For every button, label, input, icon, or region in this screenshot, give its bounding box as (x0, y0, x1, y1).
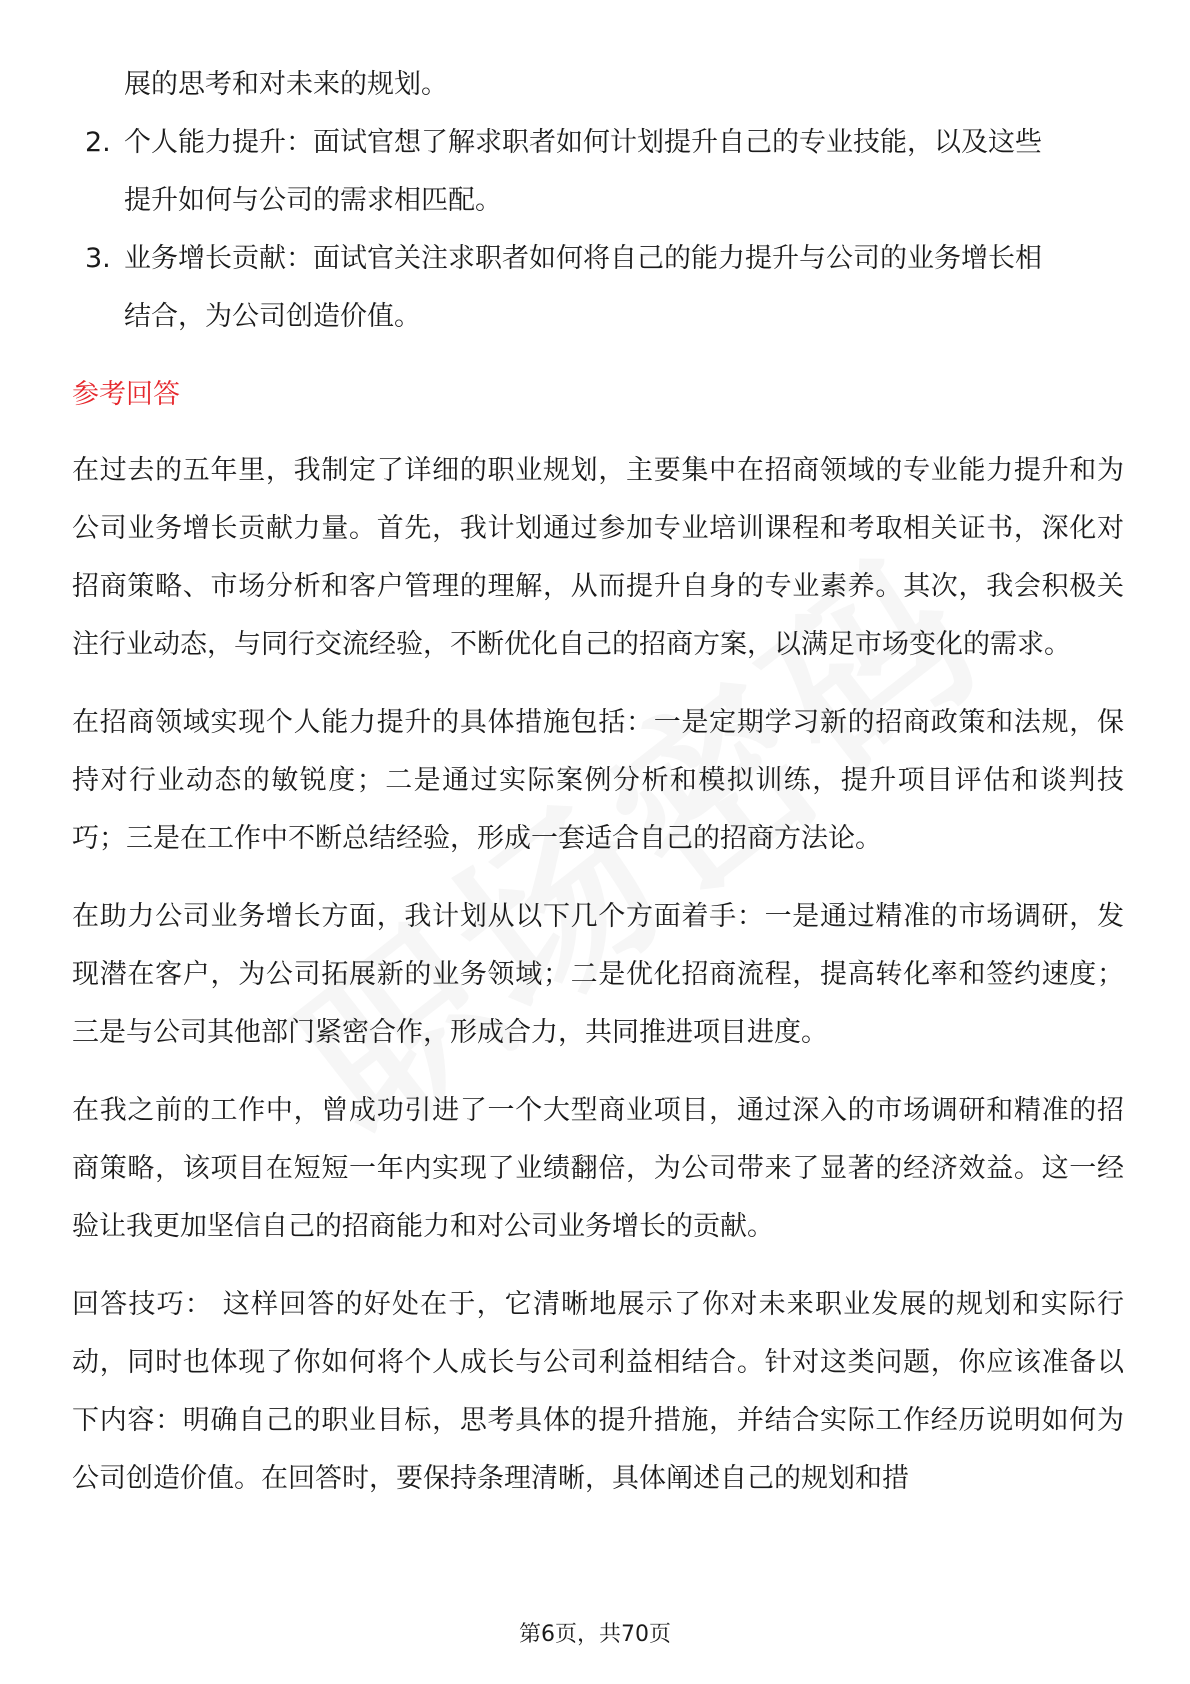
answer-paragraph: 在过去的五年里，我制定了详细的职业规划，主要集中在招商领域的专业能力提升和为公司业务增长贡献力量。首先，我计划通过参加专业培训课程和考取相关证书，深化对招商策略、市场分析和客户管理的理解，从而提升自身的专业素养。其次，我会积极关注行业动态，与同行交流经验，不断优化自己的招商方案，以满足市场变化的需求。 (72, 455, 1124, 660)
tips-paragraph: 回答技巧： 这样回答的好处在于，它清晰地展示了你对未来职业发展的规划和实际行动，同时也体现了你如何将个人成长与公司利益相结合。针对这类问题，你应该准备以下内容：明确自己的职业目标，思考具体的提升措施，并结合实际工作经历说明如何为公司创造价值。在回答时，要保持条理清晰，具体阐述自己的规划和措 (72, 1289, 1124, 1494)
list-item (72, 114, 1124, 230)
list-line: 提升如何与公司的需求相匹配。 (124, 185, 502, 216)
list-number: 3. (85, 243, 111, 274)
list-line: 个人能力提升：面试官想了解求职者如何计划提升自己的专业技能，以及这些 (124, 127, 1042, 158)
section-title: 参考回答 (72, 379, 180, 410)
intro-continuation: 展的思考和对未来的规划。 (124, 69, 448, 100)
page-content (72, 56, 1124, 1508)
list-line: 业务增长贡献：面试官关注求职者如何将自己的能力提升与公司的业务增长相 (124, 243, 1042, 274)
list-number: 2. (85, 127, 111, 158)
answer-paragraph: 在我之前的工作中，曾成功引进了一个大型商业项目，通过深入的市场调研和精准的招商策略，该项目在短短一年内实现了业绩翻倍，为公司带来了显著的经济效益。这一经验让我更加坚信自己的招商能力和对公司业务增长的贡献。 (72, 1095, 1124, 1242)
list-line: 结合，为公司创造价值。 (124, 301, 421, 332)
page-number: 第6页，共70页 (519, 1622, 671, 1647)
answer-paragraph: 在助力公司业务增长方面，我计划从以下几个方面着手：一是通过精准的市场调研，发现潜在客户，为公司拓展新的业务领域；二是优化招商流程，提高转化率和签约速度；三是与公司其他部门紧密合作，形成合力，共同推进项目进度。 (72, 901, 1124, 1048)
list-item (72, 230, 1124, 346)
answer-paragraph: 在招商领域实现个人能力提升的具体措施包括：一是定期学习新的招商政策和法规，保持对行业动态的敏锐度；二是通过实际案例分析和模拟训练，提升项目评估和谈判技巧；三是在工作中不断总结经验，形成一套适合自己的招商方法论。 (72, 707, 1124, 854)
